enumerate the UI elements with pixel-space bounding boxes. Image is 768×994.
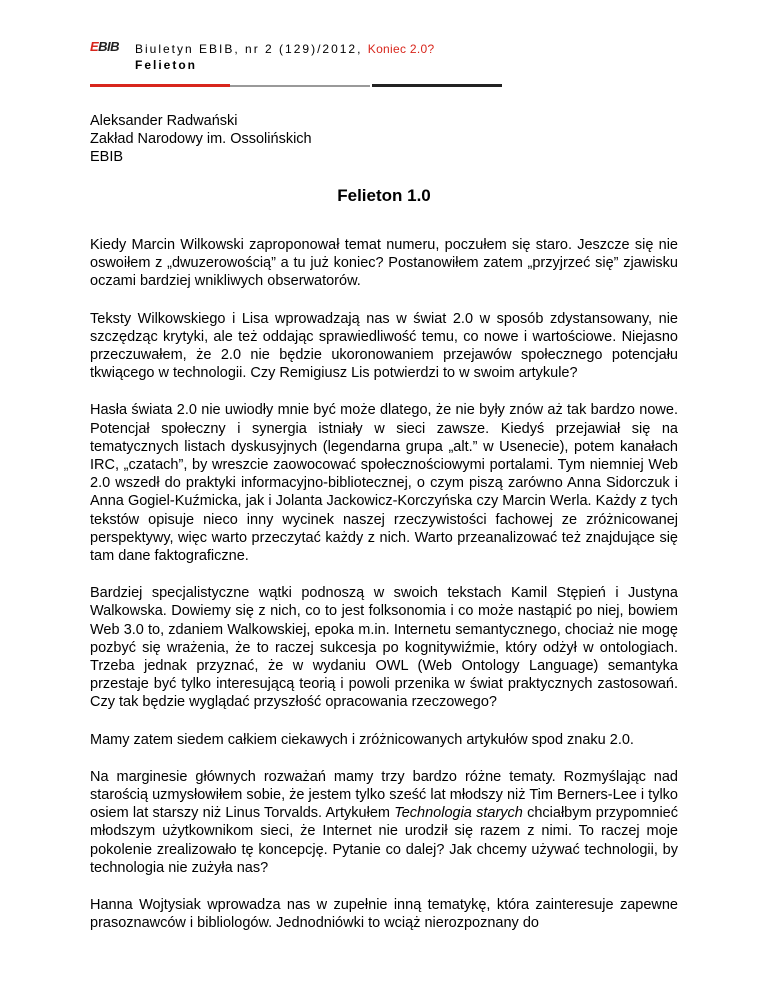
author-name: Aleksander Radwański: [90, 113, 238, 129]
article-body: [90, 236, 678, 952]
paragraph: Hasła świata 2.0 nie uwiodły mnie być może dlatego, że nie były znów aż tak bardzo nowe. Potencjał społeczny i synergia istniały w sieci zawsze. Kiedyś przejawiał się na tematycznych listach dyskusyjnych (legendarna grupa „alt.” w Usenecie), potem kanałach IRC, „czatach”, by wreszcie zaowocować społecznościowymi portalami. Tym niemniej Web 2.0 wszedł do praktyki informacyjno-bibliotecznej, o czym piszą zarówno Anna Sidorczuk i Anna Gogiel-Kuźmicka, jak i Jolanta Jackowicz-Korczyńska czy Marcin Werla. Każdy z tych tekstów opisuje nieco inny wycinek naszej rzeczywistości fachowej ze zróżnicowanej perspektywy, więc warto przeczytać każdy z nich. Warto przeanalizować też znajdujące się tam dane faktograficzne.: [90, 402, 678, 565]
paragraph: Hanna Wojtysiak wprowadza nas w zupełnie inną tematykę, która zainteresuje zapewne prasoznawców i bibliologów. Jednodniówki to wciąż nierozpoznany do: [90, 897, 678, 932]
header-rule-gray: [230, 85, 370, 87]
paragraph: [90, 768, 678, 877]
ebib-logo: [90, 40, 119, 54]
journal-title: Biuletyn EBIB, nr 2 (129)/2012,: [135, 42, 363, 56]
author-block: [90, 112, 312, 166]
logo-e: E: [90, 39, 99, 54]
paragraph-text: chciałbym przypomnieć młodszym użytkownikom sieci, że Internet nie urodził się razem z nimi. To raczej moje pokolenie zrealizowało tę koncepcję. Pytanie co dalej? Jak chcemy używać technologii, by technologia nie zużyła nas?: [90, 805, 678, 876]
header-rule-red: [90, 84, 230, 87]
paragraph: Mamy zatem siedem całkiem ciekawych i zróżnicowanych artykułów spod znaku 2.0.: [90, 731, 634, 748]
article-title-italic: Technologia starych: [394, 805, 523, 822]
paragraph: Bardziej specjalistyczne wątki podnoszą w swoich tekstach Kamil Stępień i Justyna Walkowska. Dowiemy się z nich, co to jest folksonomia i co może nastąpić po niej, bowiem Web 3.0 to, zdaniem Walkowskiej, epoka m.in. Internetu semantycznego, chociaż nie mogę pozbyć się wrażenia, że to raczej sukcesja po kognitywiźmie, który odżył w ontologiach. Trzeba jednak przyznać, że w wydaniu OWL (Web Ontology Language) semantyka przestaje być tylko interesującą teorią i powoli przenika w świat praktycznych zastosowań. Czy tak będzie wyglądać przyszłość opracowania rzeczowego?: [90, 585, 678, 711]
article-title: Felieton 1.0: [337, 186, 431, 205]
page-header: [90, 38, 610, 98]
paragraph-text: Na marginesie głównych rozważań mamy trzy bardzo różne tematy. Rozmyślając nad starością uzmysłowiłem sobie, że jestem tylko sześć lat młodszy niż Tim Berners-Lee i tylko osiem lat starszy niż Linus Torvalds. Artykułem: [90, 768, 678, 822]
paragraph: Kiedy Marcin Wilkowski zaproponował temat numeru, poczułem się staro. Jeszcze się nie oswoiłem z „dwuzerowością” a tu już koniec? Postanowiłem zatem „przyjrzeć się” zjawisku oczami bardziej wnikliwych obserwatorów.: [90, 237, 678, 290]
journal-line: [135, 42, 434, 56]
issue-topic: Koniec 2.0?: [367, 42, 435, 56]
logo-bib: BIB: [98, 39, 120, 54]
author-org: EBIB: [90, 149, 124, 165]
paragraph: Teksty Wilkowskiego i Lisa wprowadzają nas w świat 2.0 w sposób zdystansowany, nie szczędząc krytyki, ale też oddając sprawiedliwość temu, co nowe i wartościowe. Niejasno przeczuwałem, że 2.0 nie będzie ukoronowaniem przejawów społecznego potencjału tkwiącego w technologii. Czy Remigiusz Lis potwierdzi to w swoim artykule?: [90, 310, 678, 382]
section-label: Felieton: [135, 58, 198, 72]
header-rule-dark: [372, 84, 502, 87]
author-institution: Zakład Narodowy im. Ossolińskich: [90, 131, 312, 147]
